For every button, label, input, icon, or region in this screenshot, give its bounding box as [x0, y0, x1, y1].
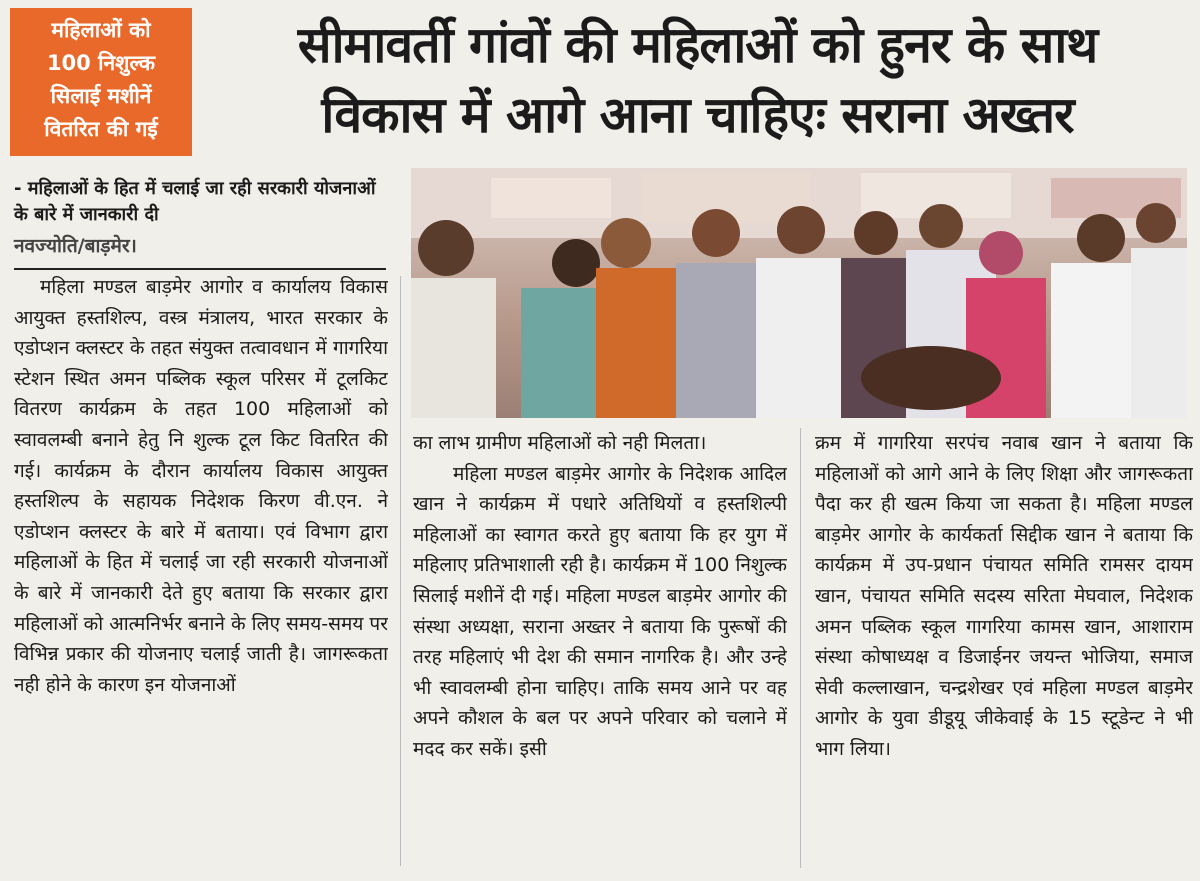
dateline: नवज्योति/बाड़मेर। [14, 235, 137, 257]
headline-line-1: सीमावर्ती गांवों की महिलाओं को हुनर के साथ [297, 16, 1098, 74]
headline [205, 10, 1190, 158]
paragraph: महिला मण्डल बाड़मेर आगोर व कार्यालय विकास आयुक्त हस्तशिल्प, वस्त्र मंत्रालय, भारत सरकार के एडोप्शन क्लस्टर के तहत संयुक्त तत्वावधान में गागरिया स्टेशन स्थित अमन पब्लिक स्कूल परिसर में टूलकिट वितरण कार्यक्रम के तहत 100 महिलाओं को स्वावलम्बी बनाने हेतु नि शुल्क टूल किट वितरित की गई। कार्यक्रम के दौरान कार्यालय विकास आयुक्त हस्तशिल्प के सहायक निदेशक किरण वी.एन. ने एडोप्शन क्लस्टर के बारे में बताया। एवं विभाग द्वारा महिलाओं के हित में चलाई जा रही सरकारी योजनाओं के बारे में जानकारी देते हुए बताया कि सरकार द्वारा महिलाओं को आत्मनिर्भर बनाने के लिए समय-समय पर विभिन्न प्रकार की योजनाए चलाई जाती है। जागरूकता नही होने के कारण इन योजनाओं [14, 276, 388, 696]
divider [14, 268, 386, 270]
article-column-1 [14, 272, 388, 852]
tag-line-4: वितरित की गई [44, 117, 158, 141]
paragraph: क्रम में गागरिया सरपंच नवाब खान ने बताया कि महिलाओं को आगे आने के लिए शिक्षा और जागरूकता पैदा कर ही खत्म किया जा सकता है। महिला मण्डल बाड़मेर आगोर के कार्यकर्ता सिद्दीक खान ने बताया कि कार्यक्रम में उप-प्रधान पंचायत समिति रामसर दायम खान, पंचायत समिति सदस्य सरिता मेघवाल, निदेशक अमन पब्लिक स्कूल गागरिया कामस खान, आशाराम संस्था कोषाध्यक्ष व डिजाईनर जयन्त भोजिया, समाज सेवी कल्लाखान, चन्द्रशेखर एवं महिला मण्डल बाड़मेर आगोर के युवा डीडूयू जीकेवाई के 15 स्टूडेन्ट ने भी भाग लिया। [815, 432, 1193, 760]
tag-line-1: महिलाओं को [51, 18, 151, 42]
paragraph: महिला मण्डल बाड़मेर आगोर के निदेशक आदिल खान ने कार्यक्रम में पधारे अतिथियों व हस्तशिल्पी महिलाओं का स्वागत करते हुए बताया कि हर युग में महिलाए प्रतिभाशाली रही है। कार्यक्रम में 100 निशुल्क सिलाई मशीनें दी गई। महिला मण्डल बाड़मेर आगोर की संस्था अध्यक्षा, सराना अख्तर ने बताया कि पुरूषों की तरह महिलाएं भी देश की समान नागरिक है। और उन्हे भी स्वावलम्बी होना चाहिए। ताकि समय आने पर वह अपने कौशल के बल पर अपने परिवार को चलाने में मदद कर सकें। इसी [413, 462, 787, 760]
tag-line-2: 100 निशुल्क [46, 51, 156, 75]
column-rule-1 [400, 276, 401, 866]
news-photo [411, 168, 1187, 418]
article-column-2 [413, 428, 787, 878]
subheadline: - महिलाओं के हित में चलाई जा रही सरकारी योजनाओं के बारे में जानकारी दी [14, 178, 376, 225]
paragraph: का लाभ ग्रामीण महिलाओं को नही मिलता। [413, 432, 707, 454]
section-tag [10, 8, 192, 156]
article-column-3 [815, 428, 1193, 878]
photo-illustration [411, 168, 1187, 418]
column-rule-2 [800, 428, 801, 868]
headline-line-2: विकास में आगे आना चाहिएः सराना अख्तर [321, 86, 1074, 144]
tag-line-3: सिलाई मशीनें [50, 84, 152, 108]
